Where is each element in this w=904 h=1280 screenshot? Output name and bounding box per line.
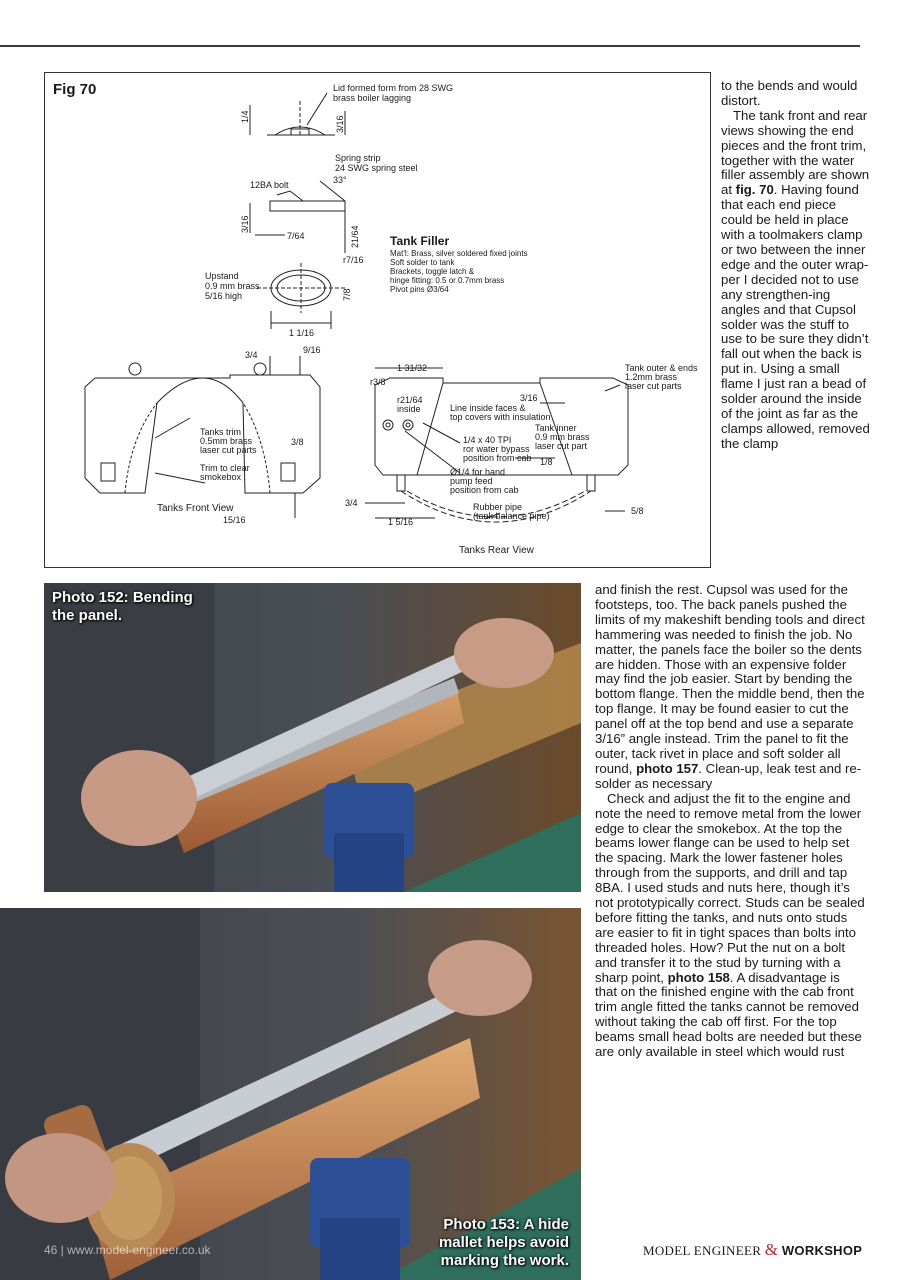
photo-153 xyxy=(0,908,581,1280)
page-number-url: 46 | www.model-engineer.co.uk xyxy=(44,1243,211,1257)
svg-text:1 5/16: 1 5/16 xyxy=(388,517,414,527)
svg-text:hinge fitting: 0.5 or 0.7mm br: hinge fitting: 0.5 or 0.7mm brass xyxy=(390,276,505,285)
svg-text:inside: inside xyxy=(397,404,421,414)
svg-text:1/8: 1/8 xyxy=(540,457,553,467)
svg-text:laser cut parts: laser cut parts xyxy=(200,445,257,455)
technical-drawing xyxy=(45,73,710,567)
svg-text:(tank balance pipe): (tank balance pipe) xyxy=(473,511,550,521)
svg-text:3/8: 3/8 xyxy=(291,437,304,447)
svg-text:5/8: 5/8 xyxy=(631,506,644,516)
paragraph: to the bends and would distort. xyxy=(721,78,858,108)
svg-text:1/4: 1/4 xyxy=(240,110,250,123)
svg-text:3/16: 3/16 xyxy=(240,215,250,233)
svg-text:Tank outer & ends: Tank outer & ends xyxy=(625,363,698,373)
svg-text:1 31/32: 1 31/32 xyxy=(397,363,428,373)
svg-text:33°: 33° xyxy=(333,175,347,185)
svg-text:pump feed: pump feed xyxy=(450,476,493,486)
svg-text:Line inside faces &: Line inside faces & xyxy=(450,403,526,413)
svg-text:0.9 mm brass: 0.9 mm brass xyxy=(535,432,590,442)
svg-text:Upstand: Upstand xyxy=(205,271,239,281)
svg-text:Spring strip: Spring strip xyxy=(335,153,381,163)
svg-text:5/16 high: 5/16 high xyxy=(205,291,243,301)
svg-text:Ø1/4 for hand: Ø1/4 for hand xyxy=(450,467,506,477)
figure-70 xyxy=(44,72,711,568)
svg-text:laser cut parts: laser cut parts xyxy=(625,381,682,391)
svg-text:Pivot pins Ø3/64: Pivot pins Ø3/64 xyxy=(390,285,449,294)
svg-text:1.2mm brass: 1.2mm brass xyxy=(625,372,678,382)
svg-text:3/16: 3/16 xyxy=(335,115,345,133)
svg-text:laser cut part: laser cut part xyxy=(535,441,588,451)
svg-text:24 SWG spring steel: 24 SWG spring steel xyxy=(335,163,418,173)
svg-text:Brackets, toggle latch &: Brackets, toggle latch & xyxy=(390,267,475,276)
article-column-narrow xyxy=(721,79,871,452)
svg-text:Lid formed form from 28 SWG: Lid formed form from 28 SWG xyxy=(333,83,454,93)
svg-text:9/16: 9/16 xyxy=(303,345,321,355)
svg-text:Soft solder to tank: Soft solder to tank xyxy=(390,258,455,267)
svg-text:Tanks Front View: Tanks Front View xyxy=(157,503,234,514)
top-rule xyxy=(0,45,860,47)
svg-text:7/8: 7/8 xyxy=(342,288,352,301)
svg-text:r3/8: r3/8 xyxy=(370,377,386,387)
svg-text:ror water bypass: ror water bypass xyxy=(463,444,530,454)
svg-text:21/64: 21/64 xyxy=(350,225,360,248)
photo-153-caption: Photo 153: A hide mallet helps avoid marking the work. xyxy=(438,1216,569,1269)
svg-text:Tank inner: Tank inner xyxy=(535,423,577,433)
svg-text:0.5mm brass: 0.5mm brass xyxy=(200,436,253,446)
svg-text:Tanks trim: Tanks trim xyxy=(200,427,242,437)
article-column-wide xyxy=(595,583,865,1060)
photo-152-caption: Photo 152: Bending the panel. xyxy=(52,589,193,624)
paragraph: Check and adjust the fit to the engine and note the need to remove metal from the lower edge to clear the smokebox. At the top the beams lower flange can be used to help set the spacing. Mark the lower fastener holes through from the supports, and drill and tap 8BA. I used studs and nuts here, though it’s not prototypically correct. Studs can be sealed before fitting the tanks, and nuts onto studs are easier to fit in tight spaces than bolts into threaded holes. How? Put the nut on a bolt and transfer it to the stud by turning with a sharp point, photo 158. A disadvantage is that on the finished engine with the cab front trim angle fitted the tanks cannot be removed without taking the cab off first. For the top beams small head bolts are needed but these are only available in steel which would rust xyxy=(595,790,865,1060)
svg-text:r7/16: r7/16 xyxy=(343,255,364,265)
paragraph: The tank front and rear views showing the end pieces and the front trim, together with the water filler assembly are shown at fig. 70. Having found that each end piece could be held in place with a toolmakers clamp or two between the inner edge and the outer wrap-per I decided not to use any strengthen-ing angles and that Cupsol solder was the stuff to use to be sure they didn’t fall out when the back is put in. Using a small flame I just ran a bead of solder around the inside of the joint as far as the clamps allowed, removed the clamp xyxy=(721,107,870,451)
svg-text:Mat'l: Brass, silver soldered: Mat'l: Brass, silver soldered fixed joints xyxy=(390,249,528,258)
svg-text:3/4: 3/4 xyxy=(345,498,358,508)
svg-text:Tanks Rear View: Tanks Rear View xyxy=(459,545,534,556)
svg-text:1 1/16: 1 1/16 xyxy=(289,328,315,338)
svg-text:brass boiler lagging: brass boiler lagging xyxy=(333,93,412,103)
svg-text:3/16: 3/16 xyxy=(520,393,538,403)
svg-text:position from cab: position from cab xyxy=(463,453,532,463)
svg-text:smokebox: smokebox xyxy=(200,472,242,482)
photo-152-image xyxy=(44,583,581,892)
svg-text:3/4: 3/4 xyxy=(245,350,258,360)
photo-152 xyxy=(44,583,581,892)
svg-text:position from cab: position from cab xyxy=(450,485,519,495)
svg-text:0.9 mm brass: 0.9 mm brass xyxy=(205,281,260,291)
svg-text:Tank Filler: Tank Filler xyxy=(390,234,450,248)
svg-text:1/4 x 40 TPI: 1/4 x 40 TPI xyxy=(463,435,512,445)
svg-text:Rubber pipe: Rubber pipe xyxy=(473,502,523,512)
svg-text:7/64: 7/64 xyxy=(287,231,305,241)
figure-title: Fig 70 xyxy=(53,81,97,98)
svg-text:15/16: 15/16 xyxy=(223,515,246,525)
svg-text:Trim to clear: Trim to clear xyxy=(200,463,250,473)
svg-text:top covers with insulation: top covers with insulation xyxy=(450,412,551,422)
paragraph: and finish the rest. Cupsol was used for the footsteps, too. The back panels pushed the limits of my makeshift bending tools and direct hammering was needed to finish the job. No matter, the panels face the boiler so the dents are hidden. Those with an expensive folder may find the job easier. Start by bending the bottom flange. Then the middle bend, then the top flange. It may be found easier to cut the panel off at the top bend and use a separate 3/16” angle instead. Trim the panel to fit the outer, tack rivet in place and soft solder all round, photo 157. Clean-up, leak test and re-solder as necessary xyxy=(595,582,865,791)
svg-text:r21/64: r21/64 xyxy=(397,395,423,405)
svg-text:12BA bolt: 12BA bolt xyxy=(250,180,289,190)
magazine-name: MODEL ENGINEER & WORKSHOP xyxy=(643,1240,863,1259)
